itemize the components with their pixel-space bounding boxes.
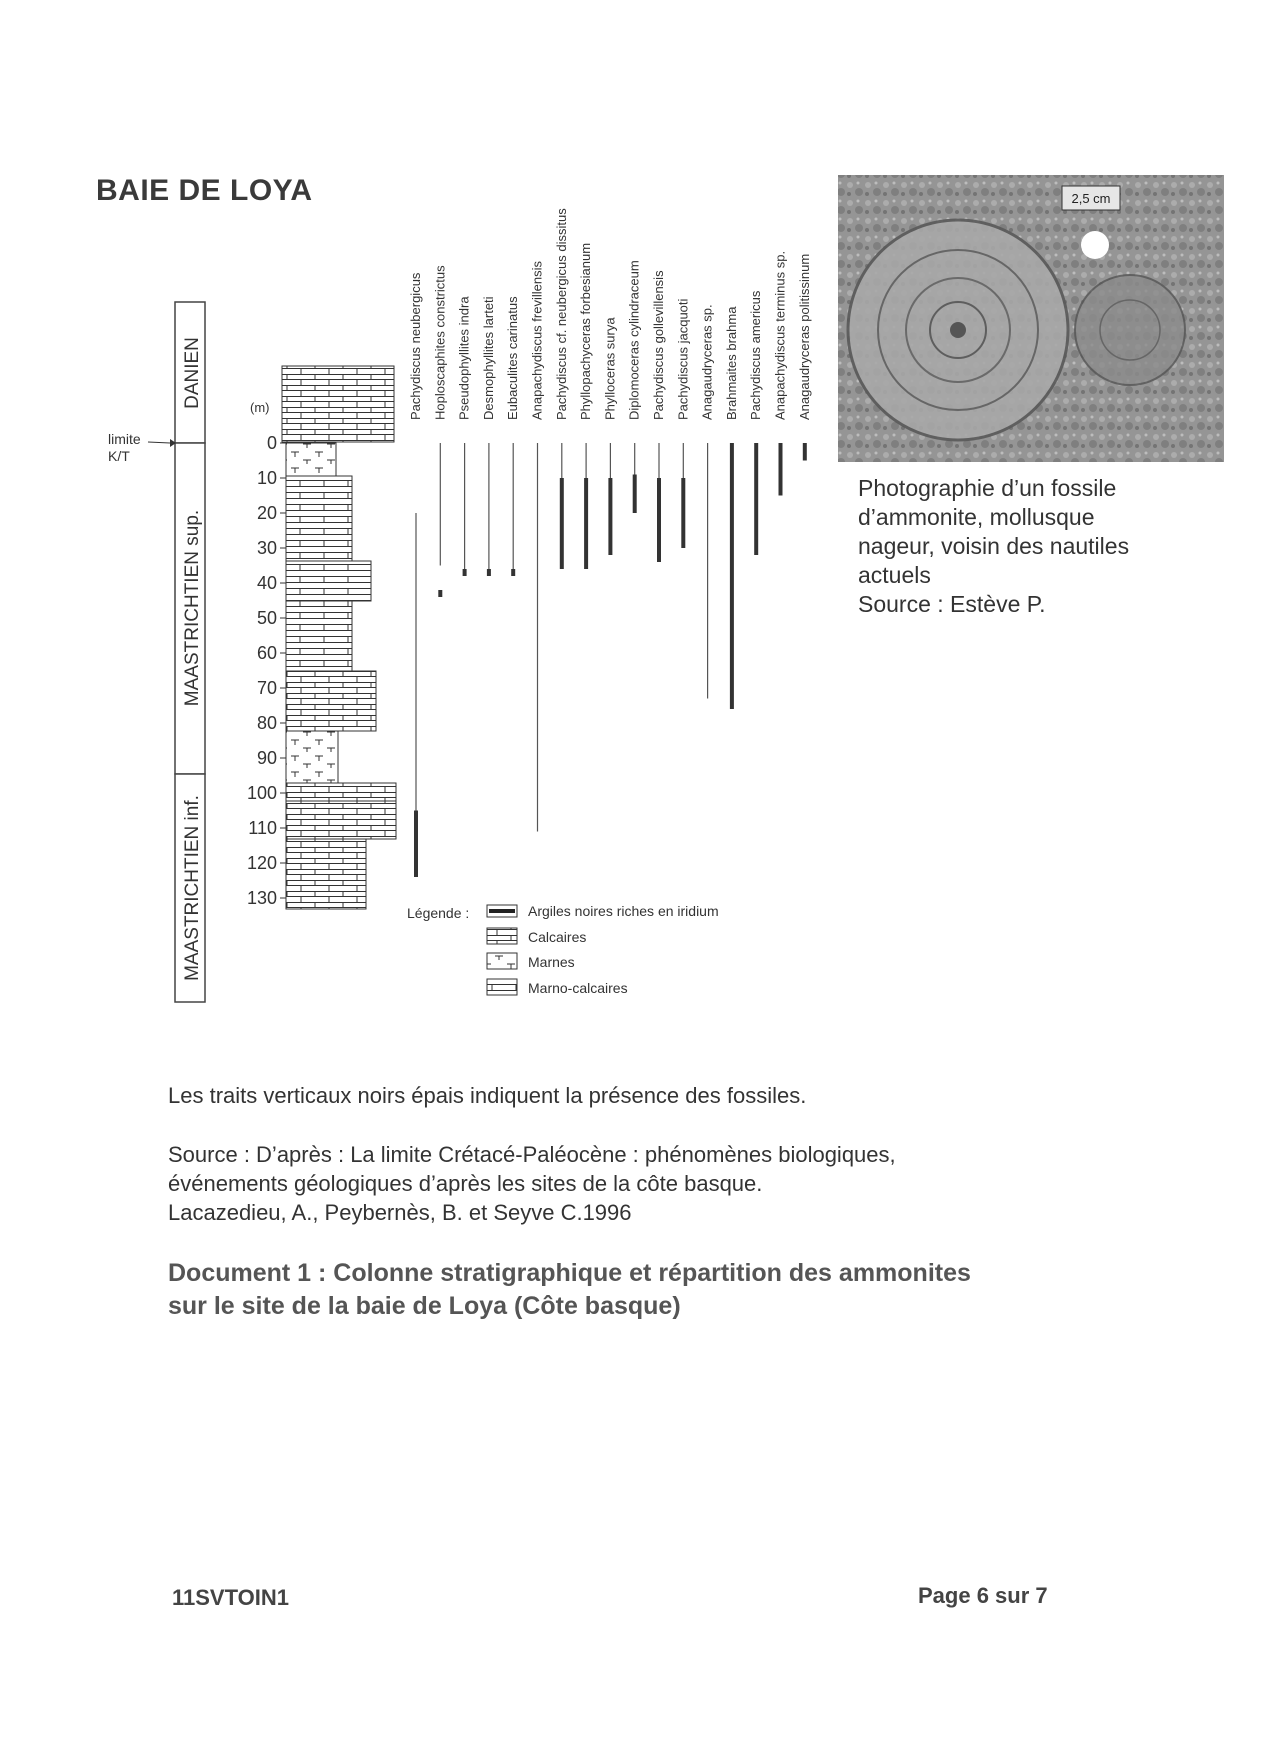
depth-tick-label: 10 [256,468,277,488]
stage-column [175,302,205,1002]
footer-page-number: Page 6 sur 7 [918,1583,1048,1608]
taxon-label: Diplomoceras cylindraceum [626,260,642,420]
taxon-presence-bar [803,443,807,461]
litho-danien [282,366,394,442]
source-line: Source : D’après : La limite Crétacé-Paléocène : phénomènes biologiques, [168,1142,896,1167]
legend-item-calcaires: Calcaires [528,929,587,945]
depth-tick-label: 70 [256,678,277,698]
caption-line: d’ammonite, mollusque [858,504,1095,530]
depth-axis [247,433,286,909]
limit-label-line-2: K/T [108,448,130,464]
litho-column [282,366,396,909]
depth-tick-label: 130 [246,888,277,908]
taxon-label: Anagaudryceras politissinum [796,253,812,420]
taxon-presence-bar [511,569,515,576]
legend [407,903,719,996]
taxon-presence-bar [657,478,661,562]
taxon-label: Pachydiscus americus [748,290,764,420]
unit-label: (m) [250,400,270,415]
footer-code: 11SVTOIN1 [172,1585,289,1610]
taxon-presence-bar [560,478,564,569]
taxon-presence-bar [463,569,467,576]
limit-arrow [148,442,170,443]
limit-label-line-1: limite [108,431,141,447]
legend-item-argiles: Argiles noires riches en iridium [528,903,719,919]
depth-tick-label: 90 [256,748,277,768]
legend-item-marnes: Marnes [528,954,575,970]
litho-65-80 [286,671,376,731]
taxon-presence-bar [633,475,637,514]
depth-tick-label: 20 [256,503,277,523]
legend-title: Légende : [407,905,470,921]
taxon-label: Anapachydiscus frevillensis [529,261,545,420]
taxon-presence-bar [438,590,442,597]
litho-80-95 [286,731,338,783]
taxon-presence-bar [487,569,491,576]
legend-swatch-marno-calcaires [487,979,517,995]
taxon-presence-bar [779,443,783,496]
ammonite-photo [838,175,1224,462]
caption-line: nageur, voisin des nautiles [858,533,1130,559]
caption-source: Source : Estève P. [858,591,1046,617]
document-caption [168,1257,971,1323]
taxon-label: Pachydiscus jacquoti [675,298,691,420]
taxon-label: Pachydiscus cf. neubergicus dissitus [553,208,569,420]
taxon-presence-bar [754,443,758,555]
document-caption-line: sur le site de la baie de Loya (Côte basque) [168,1292,681,1320]
stage-label-maastrichtien-sup: MAASTRICHTIEN sup. [182,509,203,707]
page-title: BAIE DE LOYA [96,174,313,207]
taxon-label: Pachydiscus gollevillensis [651,270,666,420]
taxon-label: Desmophyllites larteti [480,296,496,420]
taxon-label: Anapachydiscus terminus sp. [772,250,788,420]
litho-10-35 [286,476,352,561]
taxon-presence-bar [681,478,685,548]
litho-35-45 [286,561,371,601]
taxon-presence-bar [584,478,588,569]
source-citation [168,1140,896,1227]
litho-113-130 [286,839,366,909]
source-line: événements géologiques d’après les sites de la côte basque. [168,1171,763,1196]
depth-tick-label: 0 [266,433,277,453]
taxon-label: Anagaudryceras sp. [699,304,715,420]
taxon-label: Eubaculites carinatus [505,296,521,420]
figure-note: Les traits verticaux noirs épais indiquent la présence des fossiles. [168,1083,807,1108]
legend-item-marno-calcaires: Marno-calcaires [528,980,628,996]
stage-label-maastrichtien-inf: MAASTRICHTIEN inf. [182,795,203,981]
taxa-ranges [408,208,812,877]
legend-swatch-marnes [487,953,517,969]
legend-swatch-calcaires [487,928,517,944]
document-caption-line: Document 1 : Colonne stratigraphique et répartition des ammonites [168,1259,971,1287]
depth-tick-label: 60 [256,643,277,663]
taxon-label: Phyllopachyceras forbesianum [578,242,594,420]
depth-tick-label: 80 [256,713,277,733]
taxon-label: Hoploscaphites constrictus [432,265,448,420]
litho-95-100 [286,783,396,801]
caption-line: Photographie d’un fossile [858,475,1117,501]
depth-tick-label: 110 [248,818,277,838]
litho-0-10 [286,443,336,476]
depth-tick-label: 120 [246,853,277,873]
litho-100-113 [286,801,396,839]
taxon-presence-bar [730,443,734,709]
taxon-presence-bar [608,478,612,555]
depth-tick-label: 40 [256,573,277,593]
taxon-label: Phylloceras surya [602,317,618,420]
photo-caption [858,474,1198,619]
source-line: Lacazedieu, A., Peybernès, B. et Seyve C.1996 [168,1200,632,1225]
depth-tick-label: 100 [246,783,277,803]
taxon-presence-bar [414,811,418,878]
litho-45-65 [286,601,352,671]
depth-tick-label: 50 [256,608,277,628]
stage-label-danien: DANIEN [182,337,203,409]
taxon-label: Pseudophyllites indra [456,296,472,420]
caption-line: actuels [858,562,931,588]
depth-tick-label: 30 [256,538,277,558]
taxon-label: Pachydiscus neubergicus [408,272,423,420]
taxon-label: Brahmaites brahma [723,306,739,420]
scale-bar-label: 2,5 cm [1071,191,1111,206]
